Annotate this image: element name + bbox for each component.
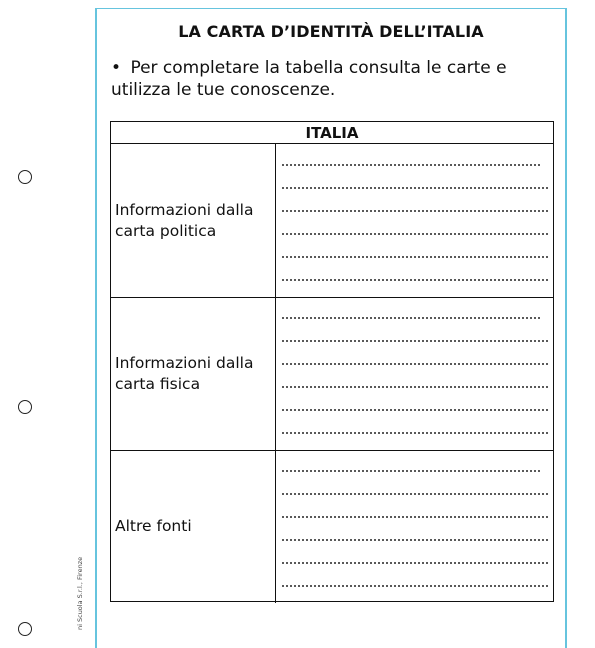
- dotted-answer-line[interactable]: [281, 279, 550, 281]
- table-row-carta-fisica: [111, 297, 553, 451]
- binder-hole-bottom: [18, 622, 32, 636]
- dotted-answer-line[interactable]: [281, 210, 550, 212]
- dotted-answer-line[interactable]: [281, 386, 550, 388]
- dotted-answer-line[interactable]: [281, 187, 550, 189]
- dotted-answer-line[interactable]: [281, 585, 550, 587]
- dotted-answer-line[interactable]: [281, 432, 550, 434]
- answer-lines[interactable]: [281, 450, 550, 603]
- answer-lines[interactable]: [281, 297, 550, 450]
- dotted-answer-line[interactable]: [281, 493, 550, 495]
- dotted-answer-line[interactable]: [281, 256, 550, 258]
- dotted-answer-line[interactable]: [281, 562, 550, 564]
- dotted-answer-line[interactable]: [281, 317, 542, 319]
- bullet-marker: •: [111, 58, 122, 78]
- worksheet-title: LA CARTA D’IDENTITÀ DELL’ITALIA: [178, 22, 484, 41]
- row-label: Informazioni dalla carta politica: [111, 144, 276, 297]
- instruction: [111, 57, 531, 101]
- dotted-answer-line[interactable]: [281, 233, 550, 235]
- dotted-answer-line[interactable]: [281, 363, 550, 365]
- dotted-answer-line[interactable]: [281, 409, 550, 411]
- dotted-answer-line[interactable]: [281, 340, 550, 342]
- dotted-answer-line[interactable]: [281, 470, 542, 472]
- publisher-credit-text: ni Scuola S.r.l., Firenze: [76, 556, 84, 630]
- dotted-answer-line[interactable]: [281, 164, 542, 166]
- instruction-text: Per completare la tabella consulta le carte e utilizza le tue conoscenze.: [111, 58, 507, 100]
- table-row-altre-fonti: [111, 450, 553, 603]
- table-header: ITALIA: [111, 122, 553, 144]
- worksheet-page: [95, 8, 567, 648]
- italia-table: [110, 121, 554, 602]
- dotted-answer-line[interactable]: [281, 539, 550, 541]
- binder-hole-top: [18, 170, 32, 184]
- row-label: Informazioni dalla carta fisica: [111, 297, 276, 450]
- dotted-answer-line[interactable]: [281, 516, 550, 518]
- row-label: Altre fonti: [111, 450, 276, 603]
- binder-hole-middle: [18, 400, 32, 414]
- table-row-carta-politica: [111, 144, 553, 298]
- publisher-credit: [76, 540, 86, 630]
- answer-lines[interactable]: [281, 144, 550, 297]
